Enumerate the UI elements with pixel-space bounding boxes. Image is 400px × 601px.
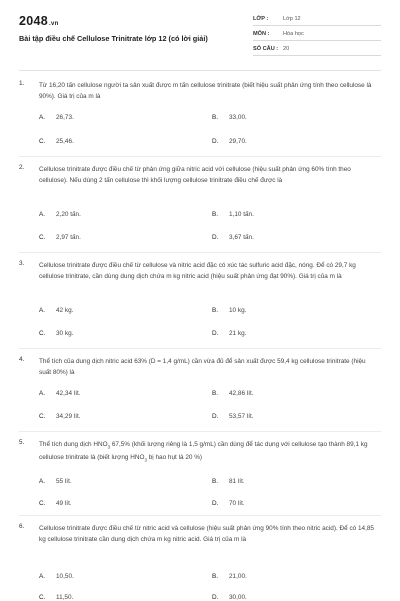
question-divider bbox=[19, 156, 381, 157]
option-text: 2,20 tấn. bbox=[56, 211, 81, 218]
option-text: 55 lít. bbox=[56, 478, 72, 485]
option-letter: B. bbox=[212, 211, 219, 218]
option-letter: A. bbox=[39, 307, 46, 314]
stem-text: 67,5% (khối lượng riêng là 1,5 g/mL) cần dùng để tác dụng với cellulose tạo thành 89,1 kg cellulose trinitrate là (biết lượng HNO bbox=[39, 441, 368, 462]
option-text: 26,73. bbox=[56, 114, 74, 121]
question-stem: Cellulose trinitrate được điều chế từ cellulose và nitric acid đặc có xúc tác sulfuric acid đặc, nóng. Để có 29,7 kg cellulose trinitrate, cần dùng dung dịch chứa m kg nitric acid (hiệu suất phản ứng đạt 90%). Giá trị của m là bbox=[39, 262, 356, 280]
option-letter: C. bbox=[39, 500, 46, 507]
subscript: 3 bbox=[144, 457, 147, 463]
option-text: 42 kg. bbox=[56, 307, 74, 314]
question-divider bbox=[19, 252, 381, 253]
meta-label: LỚP : bbox=[253, 16, 269, 22]
option-letter: B. bbox=[212, 573, 219, 580]
logo-domain: .vn bbox=[49, 21, 59, 27]
meta-label: MÔN : bbox=[253, 31, 270, 37]
question-stem: Cellulose trinitrate được điều chế từ nitric acid và cellulose (hiệu suất phản ứng 90% tính theo nitric acid). Để có 14,85 kg cellulose trinitrate cần dung dịch chứa m kg nitric acid. Giá trị của m là bbox=[39, 525, 374, 543]
option-text: 70 lít. bbox=[229, 500, 245, 507]
meta-value: 20 bbox=[283, 46, 290, 52]
question-number: 3. bbox=[19, 260, 25, 267]
option-text: 30 kg. bbox=[56, 330, 74, 337]
question-number: 5. bbox=[19, 439, 25, 446]
option-text: 53,57 lít. bbox=[229, 413, 254, 420]
option-letter: C. bbox=[39, 138, 46, 145]
question-stem: Từ 16,20 tấn cellulose người ta sản xuất được m tấn cellulose trinitrate (biết hiệu suất phản ứng tính theo cellulose là 90%). Giá trị của m là bbox=[39, 82, 372, 100]
option-text: 1,10 tấn. bbox=[229, 211, 254, 218]
option-letter: A. bbox=[39, 211, 46, 218]
question-stem: Thể tích của dung dịch nitric acid 63% (D = 1,4 g/mL) cần vừa đủ để sản xuất được 59,4 kg cellulose trinitrate (hiệu suất 80%) là bbox=[39, 358, 366, 376]
meta-value: Lớp 12 bbox=[283, 16, 301, 22]
option-letter: A. bbox=[39, 390, 46, 397]
option-letter: D. bbox=[212, 138, 219, 145]
option-letter: B. bbox=[212, 307, 219, 314]
option-text: 34,29 lít. bbox=[56, 413, 81, 420]
option-text: 21 kg. bbox=[229, 330, 247, 337]
option-text: 10,50. bbox=[56, 573, 74, 580]
question-stem: Cellulose trinitrate được điều chế từ phản ứng giữa nitric acid với cellulose (hiệu suất phản ứng 60% tính theo cellulose). Nếu dùng 2 tấn cellulose thì khối lượng cellulose trinitrate điều chế được là bbox=[39, 166, 351, 184]
option-letter: C. bbox=[39, 234, 46, 241]
meta-label: SỐ CÂU : bbox=[253, 46, 279, 52]
option-letter: D. bbox=[212, 500, 219, 507]
option-letter: A. bbox=[39, 478, 46, 485]
stem-text: Thể tích dung dịch HNO bbox=[39, 441, 108, 448]
option-letter: D. bbox=[212, 234, 219, 241]
option-text: 11,50. bbox=[56, 594, 74, 601]
subscript: 3 bbox=[107, 444, 111, 450]
page-title: Bài tập điều chế Cellulose Trinitrate lớp 12 (có lời giải) bbox=[19, 34, 208, 43]
question-number: 2. bbox=[19, 164, 25, 171]
option-letter: C. bbox=[39, 413, 46, 420]
question-number: 6. bbox=[19, 523, 25, 530]
meta-underline bbox=[253, 55, 381, 56]
option-letter: C. bbox=[39, 594, 46, 601]
option-letter: A. bbox=[39, 114, 46, 121]
option-text: 33,00. bbox=[229, 114, 247, 121]
option-letter: D. bbox=[212, 330, 219, 337]
page-header bbox=[0, 0, 400, 70]
option-text: 42,86 lít. bbox=[229, 390, 254, 397]
option-letter: A. bbox=[39, 573, 46, 580]
option-text: 25,46. bbox=[56, 138, 74, 145]
option-text: 3,67 tấn. bbox=[229, 234, 254, 241]
question-divider bbox=[19, 515, 381, 516]
option-text: 2,97 tấn. bbox=[56, 234, 81, 241]
meta-underline bbox=[253, 40, 381, 41]
stem-text: bị hao hụt là 20 %) bbox=[146, 454, 203, 462]
option-text: 81 lít. bbox=[229, 478, 245, 485]
meta-underline bbox=[253, 25, 381, 26]
option-letter: B. bbox=[212, 114, 219, 121]
option-text: 30,00. bbox=[229, 594, 247, 601]
question-divider bbox=[19, 348, 381, 349]
header-divider bbox=[19, 70, 381, 71]
logo-text: 2048 bbox=[19, 14, 49, 28]
option-letter: D. bbox=[212, 594, 219, 601]
option-text: 42,34 lít. bbox=[56, 390, 81, 397]
option-text: 29,70. bbox=[229, 138, 247, 145]
question-stem bbox=[39, 439, 379, 466]
site-logo[interactable] bbox=[19, 14, 59, 28]
meta-value: Hóa học bbox=[283, 31, 304, 37]
question-divider bbox=[19, 431, 381, 432]
option-text: 49 lít. bbox=[56, 500, 72, 507]
option-letter: B. bbox=[212, 390, 219, 397]
option-letter: C. bbox=[39, 330, 46, 337]
question-number: 1. bbox=[19, 80, 25, 87]
option-text: 10 kg. bbox=[229, 307, 247, 314]
question-number: 4. bbox=[19, 356, 25, 363]
option-letter: B. bbox=[212, 478, 219, 485]
option-letter: D. bbox=[212, 413, 219, 420]
option-text: 21,00. bbox=[229, 573, 247, 580]
